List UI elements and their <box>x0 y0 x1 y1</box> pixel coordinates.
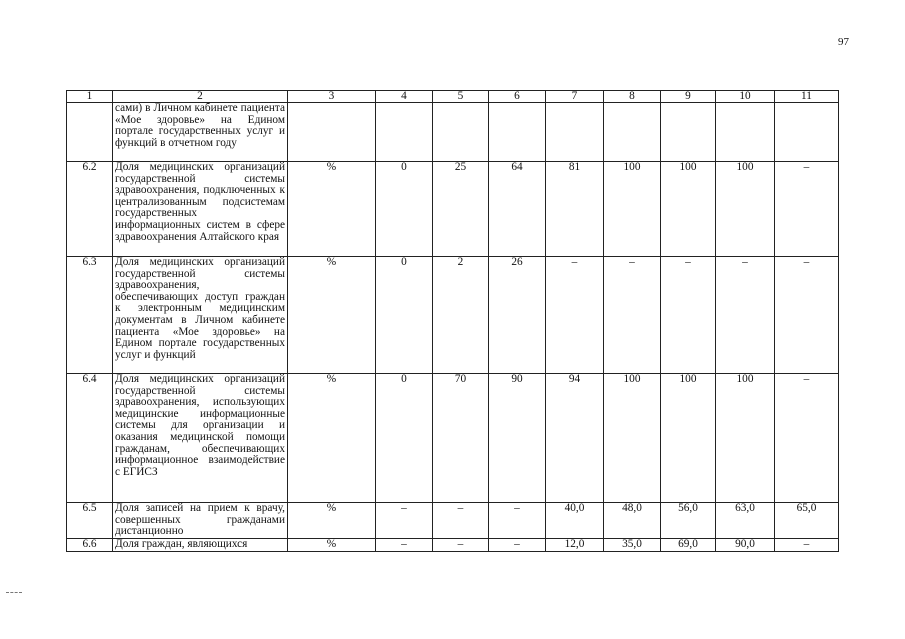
table-row <box>67 257 839 374</box>
indicator-unit: % <box>288 374 376 503</box>
column-number: 5 <box>433 91 489 103</box>
column-number: 9 <box>661 91 716 103</box>
indicator-value: – <box>433 539 489 552</box>
indicator-value <box>604 103 661 162</box>
indicator-unit: % <box>288 257 376 374</box>
indicator-description: Доля записей на прием к врачу, совершенных гражданами дистанционно <box>113 503 288 539</box>
indicator-value: 26 <box>489 257 546 374</box>
indicator-value: 100 <box>716 374 775 503</box>
indicator-value: 81 <box>546 162 604 257</box>
indicator-unit: % <box>288 539 376 552</box>
indicator-value: 94 <box>546 374 604 503</box>
indicator-value: 100 <box>604 374 661 503</box>
table-row <box>67 539 839 552</box>
indicator-value: 64 <box>489 162 546 257</box>
indicator-value: 40,0 <box>546 503 604 539</box>
indicator-value: – <box>546 257 604 374</box>
indicator-number: 6.2 <box>67 162 113 257</box>
column-number: 3 <box>288 91 376 103</box>
indicator-value: – <box>775 374 839 503</box>
indicator-unit <box>288 103 376 162</box>
indicator-value: 0 <box>376 374 433 503</box>
indicator-value: 56,0 <box>661 503 716 539</box>
indicator-value: 90,0 <box>716 539 775 552</box>
indicator-unit: % <box>288 162 376 257</box>
indicator-value <box>716 103 775 162</box>
indicator-number: 6.5 <box>67 503 113 539</box>
indicator-value: 35,0 <box>604 539 661 552</box>
indicator-value: – <box>489 503 546 539</box>
indicator-value: 69,0 <box>661 539 716 552</box>
indicator-number: 6.3 <box>67 257 113 374</box>
indicator-number: 6.6 <box>67 539 113 552</box>
indicator-value: – <box>604 257 661 374</box>
column-number-row <box>67 91 839 103</box>
indicator-value: 48,0 <box>604 503 661 539</box>
indicator-value: 90 <box>489 374 546 503</box>
indicator-value <box>546 103 604 162</box>
indicator-description: Доля граждан, являющихся <box>113 539 288 552</box>
indicator-value: 70 <box>433 374 489 503</box>
indicator-value: 25 <box>433 162 489 257</box>
column-number: 10 <box>716 91 775 103</box>
column-number: 4 <box>376 91 433 103</box>
indicator-description: Доля медицинских организаций государственной системы здравоохранения, использующих медицинские информационные системы для организации и оказания медицинской помощи гражданам, обеспечивающих информационное взаимодействие с ЕГИСЗ <box>113 374 288 503</box>
indicator-value: – <box>775 257 839 374</box>
table-row <box>67 374 839 503</box>
indicator-value <box>376 103 433 162</box>
indicator-value: 12,0 <box>546 539 604 552</box>
indicator-value: – <box>433 503 489 539</box>
indicator-value: 100 <box>604 162 661 257</box>
indicator-value <box>433 103 489 162</box>
indicator-unit: % <box>288 503 376 539</box>
scan-artifact <box>6 592 22 596</box>
indicator-value: – <box>775 539 839 552</box>
column-number: 1 <box>67 91 113 103</box>
indicator-value <box>489 103 546 162</box>
indicator-value: 0 <box>376 162 433 257</box>
indicator-value: 63,0 <box>716 503 775 539</box>
indicator-value: 0 <box>376 257 433 374</box>
column-number: 7 <box>546 91 604 103</box>
indicator-number: 6.4 <box>67 374 113 503</box>
indicator-value: – <box>775 162 839 257</box>
table-row <box>67 103 839 162</box>
column-number: 6 <box>489 91 546 103</box>
table-row <box>67 503 839 539</box>
indicator-value <box>775 103 839 162</box>
indicator-description: сами) в Личном кабинете пациента «Мое здоровье» на Едином портале государственных услуг и функций в отчетном году <box>113 103 288 162</box>
indicator-value: – <box>716 257 775 374</box>
indicator-description: Доля медицинских организаций государственной системы здравоохранения, обеспечивающих доступ граждан к электронным медицинским документам в Личном кабинете пациента «Мое здоровье» на Едином портале государственных услуг и функций <box>113 257 288 374</box>
indicator-value: 2 <box>433 257 489 374</box>
column-number: 11 <box>775 91 839 103</box>
column-number: 8 <box>604 91 661 103</box>
indicator-value: – <box>376 539 433 552</box>
indicators-table <box>66 90 839 552</box>
column-number: 2 <box>113 91 288 103</box>
indicator-value: – <box>661 257 716 374</box>
table-row <box>67 162 839 257</box>
indicator-description: Доля медицинских организаций государственной системы здравоохранения, подключенных к централизованным подсистемам государственных информационных систем в сфере здравоохранения Алтайского края <box>113 162 288 257</box>
indicator-value: 100 <box>661 162 716 257</box>
indicator-value: – <box>489 539 546 552</box>
indicator-value: 65,0 <box>775 503 839 539</box>
indicator-number <box>67 103 113 162</box>
indicator-value <box>661 103 716 162</box>
indicator-value: 100 <box>716 162 775 257</box>
indicator-value: – <box>376 503 433 539</box>
indicator-value: 100 <box>661 374 716 503</box>
page-number: 97 <box>838 36 849 48</box>
